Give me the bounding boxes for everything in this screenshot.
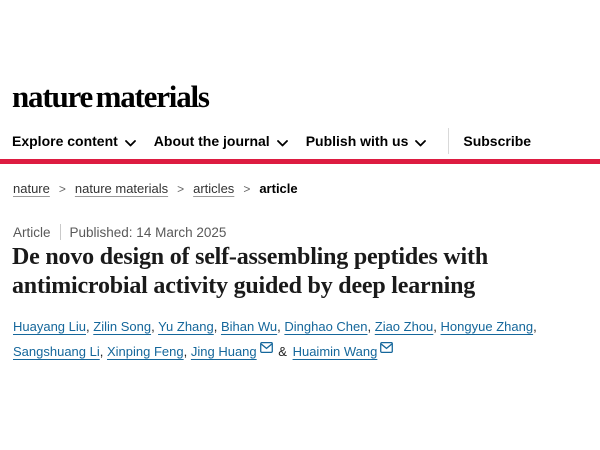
nav-about-the-journal[interactable]: [154, 132, 288, 150]
author-list: [13, 316, 593, 363]
author-link[interactable]: Zilin Song: [93, 319, 152, 334]
email-icon[interactable]: [380, 341, 393, 356]
author-link[interactable]: Jing Huang: [190, 344, 257, 359]
author-link[interactable]: Sangshuang Li: [13, 344, 100, 359]
chevron-down-icon: [277, 134, 288, 150]
email-icon[interactable]: [260, 341, 273, 356]
breadcrumb-link-nature[interactable]: nature: [13, 181, 50, 196]
author-link[interactable]: Xinping Feng: [107, 344, 184, 359]
breadcrumb-link-articles[interactable]: articles: [193, 181, 235, 196]
author-link[interactable]: Bihan Wu: [220, 319, 278, 334]
author-separator: ,: [183, 344, 188, 359]
breadcrumb-separator: >: [177, 181, 185, 196]
breadcrumb-separator: >: [58, 181, 66, 196]
breadcrumb-separator: >: [243, 181, 251, 196]
chevron-down-icon: [125, 134, 136, 150]
author-separator: ,: [367, 319, 372, 334]
author-separator: ,: [86, 319, 90, 334]
top-navigation: [12, 129, 600, 153]
author-separator: ,: [213, 319, 218, 334]
author-separator: ,: [99, 344, 104, 359]
author-link[interactable]: Yu Zhang: [158, 319, 214, 334]
author-link[interactable]: Hongyue Zhang: [440, 319, 534, 334]
journal-logo[interactable]: nature materials: [12, 79, 209, 114]
nav-explore-content[interactable]: [12, 132, 136, 150]
author-link[interactable]: Huaimin Wang: [292, 344, 378, 359]
article-title: De novo design of self-assembling peptides with antimicrobial activity guided by deep learning: [12, 244, 488, 299]
breadcrumb: [13, 181, 298, 196]
chevron-down-icon: [415, 134, 426, 150]
author-separator: ,: [277, 319, 281, 334]
author-link[interactable]: Dinghao Chen: [284, 319, 368, 334]
published-date: Published: 14 March 2025: [69, 224, 227, 240]
article-meta: [13, 224, 226, 240]
nav-subscribe[interactable]: Subscribe: [463, 133, 532, 149]
article-type-label: Article: [13, 224, 51, 240]
author-link[interactable]: Huayang Liu: [13, 319, 86, 334]
breadcrumb-current: article: [259, 181, 298, 196]
breadcrumb-link-nature-materials[interactable]: nature materials: [74, 181, 169, 196]
author-separator: ,: [151, 319, 155, 334]
nav-label: Publish with us: [305, 133, 409, 149]
author-separator: ,: [533, 319, 537, 334]
nav-label: Explore content: [12, 133, 118, 149]
nav-divider: [448, 128, 449, 154]
nav-label: About the journal: [153, 133, 270, 149]
meta-divider: [60, 224, 61, 240]
accent-bar: [0, 159, 600, 164]
author-link[interactable]: Ziao Zhou: [374, 319, 434, 334]
nav-publish-with-us[interactable]: [306, 132, 427, 150]
author-separator: ,: [433, 319, 437, 334]
ampersand: &: [278, 344, 287, 359]
